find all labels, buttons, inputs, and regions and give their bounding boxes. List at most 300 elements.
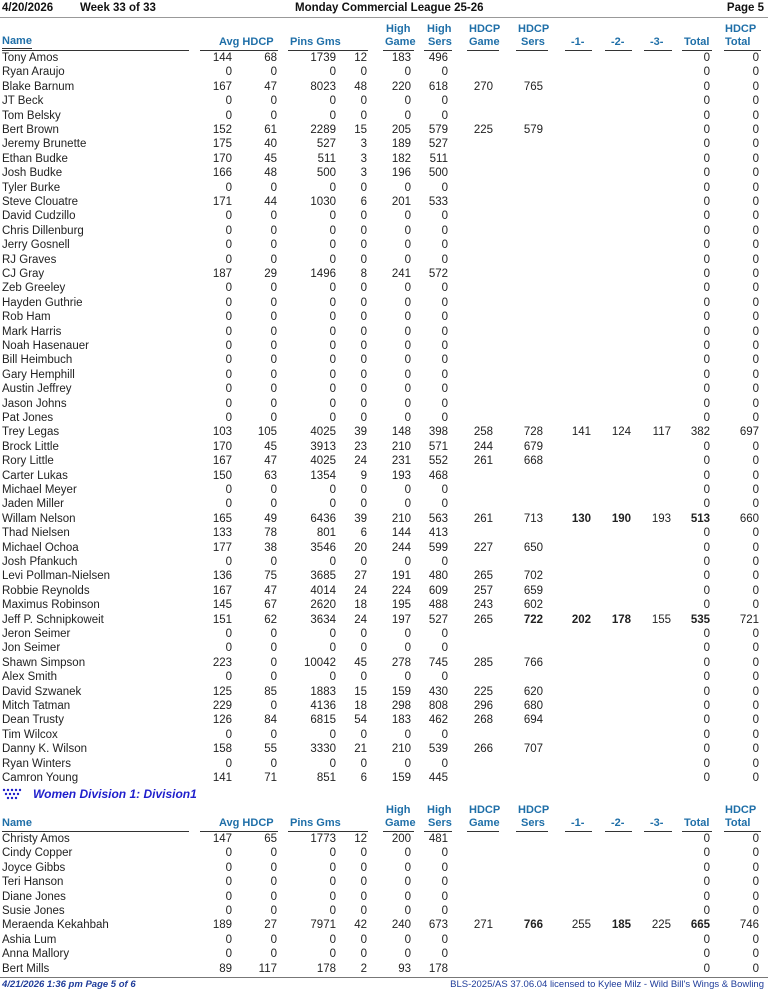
games: 0 bbox=[360, 933, 367, 946]
hdcp-total: 0 bbox=[752, 124, 759, 136]
hdcp-total: 0 bbox=[752, 311, 759, 324]
games: 24 bbox=[354, 613, 367, 626]
pins: 1883 bbox=[310, 685, 336, 698]
games: 6 bbox=[360, 527, 367, 540]
total: 0 bbox=[703, 52, 710, 64]
average: 0 bbox=[225, 311, 232, 324]
table-row bbox=[0, 281, 768, 295]
bowler-name: Diane Jones bbox=[2, 890, 66, 903]
high-series: 0 bbox=[441, 905, 448, 917]
pins: 0 bbox=[329, 296, 336, 309]
col-name: Name bbox=[2, 817, 32, 829]
high-series: 0 bbox=[441, 109, 448, 122]
table-row bbox=[0, 846, 768, 860]
average: 0 bbox=[225, 210, 232, 223]
total: 0 bbox=[703, 239, 710, 252]
bowler-name: Gary Hemphill bbox=[2, 368, 75, 381]
high-series: 0 bbox=[441, 671, 448, 684]
games: 0 bbox=[360, 181, 367, 194]
average: 175 bbox=[212, 138, 232, 151]
pins: 4025 bbox=[310, 455, 336, 468]
col-game-2: -2- bbox=[611, 36, 625, 48]
total: 0 bbox=[703, 728, 710, 741]
hdcp-high-game: 285 bbox=[473, 656, 493, 669]
hdcp-total: 0 bbox=[752, 642, 759, 655]
pins: 1496 bbox=[310, 268, 336, 280]
average: 0 bbox=[225, 253, 232, 266]
average: 223 bbox=[212, 656, 232, 669]
table-row bbox=[0, 962, 768, 976]
hdcp-total: 0 bbox=[752, 556, 759, 568]
average: 0 bbox=[225, 354, 232, 367]
hdcp-high-series: 659 bbox=[523, 584, 543, 597]
hdcp-total: 0 bbox=[752, 268, 759, 280]
high-game: 210 bbox=[391, 512, 411, 525]
high-game: 0 bbox=[404, 95, 411, 108]
average: 0 bbox=[225, 239, 232, 252]
high-series: 0 bbox=[441, 890, 448, 903]
total: 0 bbox=[703, 167, 710, 180]
pins: 0 bbox=[329, 757, 336, 770]
col-hdcp-game-2: Game bbox=[469, 36, 500, 48]
hdcp-total: 0 bbox=[752, 498, 759, 511]
handicap: 62 bbox=[264, 613, 277, 626]
hdcp-high-game: 257 bbox=[473, 584, 493, 597]
col-game-3: -3- bbox=[650, 817, 664, 829]
total: 0 bbox=[703, 757, 710, 770]
average: 151 bbox=[212, 613, 232, 626]
average: 141 bbox=[212, 772, 232, 784]
high-game: 183 bbox=[391, 714, 411, 727]
total: 0 bbox=[703, 772, 710, 784]
games: 0 bbox=[360, 282, 367, 295]
league-title: Monday Commercial League 25-26 bbox=[295, 2, 484, 14]
bowler-name: Tim Wilcox bbox=[2, 728, 58, 741]
bowler-name: Teri Hanson bbox=[2, 876, 64, 889]
column-header-men bbox=[0, 21, 768, 51]
high-game: 0 bbox=[404, 933, 411, 946]
total: 0 bbox=[703, 656, 710, 669]
total: 0 bbox=[703, 584, 710, 597]
table-row bbox=[0, 670, 768, 684]
report-date: 4/20/2026 bbox=[2, 2, 54, 14]
handicap: 75 bbox=[264, 570, 277, 583]
average: 0 bbox=[225, 181, 232, 194]
total: 0 bbox=[703, 498, 710, 511]
handicap: 0 bbox=[270, 890, 277, 903]
pins: 4136 bbox=[310, 700, 336, 712]
handicap: 0 bbox=[270, 325, 277, 338]
high-game: 148 bbox=[391, 426, 411, 439]
bowler-name: Mark Harris bbox=[2, 325, 62, 338]
table-row bbox=[0, 569, 768, 583]
hdcp-total: 0 bbox=[752, 714, 759, 727]
handicap: 85 bbox=[264, 685, 277, 698]
bowler-name: Trey Legas bbox=[2, 426, 60, 439]
average: 147 bbox=[212, 833, 232, 845]
game-2: 124 bbox=[611, 426, 631, 439]
pins: 3330 bbox=[310, 743, 336, 756]
hdcp-total: 0 bbox=[752, 861, 759, 874]
games: 0 bbox=[360, 412, 367, 424]
high-game: 210 bbox=[391, 743, 411, 756]
pins: 500 bbox=[316, 167, 336, 180]
bowler-name: Camron Young bbox=[2, 772, 79, 784]
games: 0 bbox=[360, 948, 367, 961]
games: 3 bbox=[360, 152, 367, 165]
bowler-name: Robbie Reynolds bbox=[2, 584, 90, 597]
table-row bbox=[0, 497, 768, 511]
high-series: 0 bbox=[441, 282, 448, 295]
table-row bbox=[0, 339, 768, 353]
handicap: 0 bbox=[270, 847, 277, 860]
pins: 0 bbox=[329, 397, 336, 410]
bowler-name: Thad Nielsen bbox=[2, 527, 70, 540]
table-row bbox=[0, 832, 768, 846]
hdcp-total: 697 bbox=[739, 426, 759, 439]
pins: 0 bbox=[329, 948, 336, 961]
average: 125 bbox=[212, 685, 232, 698]
bowler-name: Rory Little bbox=[2, 455, 54, 468]
high-series: 0 bbox=[441, 628, 448, 640]
total: 0 bbox=[703, 876, 710, 889]
average: 171 bbox=[212, 196, 232, 208]
col-hdcp-game-1: HDCP bbox=[469, 804, 501, 816]
table-row bbox=[0, 627, 768, 641]
games: 6 bbox=[360, 196, 367, 208]
column-header-women bbox=[0, 802, 768, 832]
hdcp-total: 0 bbox=[752, 383, 759, 396]
total: 0 bbox=[703, 700, 710, 712]
game-1: 202 bbox=[571, 613, 591, 626]
games: 0 bbox=[360, 905, 367, 917]
handicap: 0 bbox=[270, 311, 277, 324]
table-row bbox=[0, 713, 768, 727]
hdcp-high-game: 270 bbox=[473, 80, 493, 93]
hdcp-total: 0 bbox=[752, 224, 759, 237]
bowler-name: RJ Graves bbox=[2, 253, 57, 266]
high-game: 201 bbox=[391, 196, 411, 208]
bowler-name: Mitch Tatman bbox=[2, 700, 71, 712]
high-game: 0 bbox=[404, 354, 411, 367]
pins: 0 bbox=[329, 95, 336, 108]
col-game-3: -3- bbox=[650, 36, 664, 48]
hdcp-high-game: 261 bbox=[473, 512, 493, 525]
total: 0 bbox=[703, 268, 710, 280]
footer-printed-date: 4/21/2026 1:36 pm Page 5 of 6 bbox=[2, 979, 136, 990]
high-game: 278 bbox=[391, 656, 411, 669]
high-series: 0 bbox=[441, 498, 448, 511]
average: 0 bbox=[225, 340, 232, 352]
bowler-name: Blake Barnum bbox=[2, 80, 75, 93]
games: 15 bbox=[354, 124, 367, 136]
handicap: 29 bbox=[264, 268, 277, 280]
total: 0 bbox=[703, 469, 710, 482]
games: 15 bbox=[354, 685, 367, 698]
pins: 1354 bbox=[310, 469, 336, 482]
table-row bbox=[0, 253, 768, 267]
bowler-name: CJ Gray bbox=[2, 268, 45, 280]
games: 9 bbox=[360, 469, 367, 482]
table-row bbox=[0, 699, 768, 713]
bowler-name: Michael Meyer bbox=[2, 484, 77, 496]
high-series: 563 bbox=[428, 512, 448, 525]
report-week: Week 33 of 33 bbox=[80, 2, 156, 14]
bowler-name: Joyce Gibbs bbox=[2, 861, 66, 874]
average: 0 bbox=[225, 861, 232, 874]
games: 0 bbox=[360, 876, 367, 889]
high-series: 430 bbox=[428, 685, 448, 698]
handicap: 0 bbox=[270, 95, 277, 108]
games: 0 bbox=[360, 861, 367, 874]
hdcp-high-series: 722 bbox=[523, 613, 543, 626]
pins: 0 bbox=[329, 253, 336, 266]
total: 0 bbox=[703, 948, 710, 961]
average: 126 bbox=[212, 714, 232, 727]
average: 0 bbox=[225, 95, 232, 108]
bowler-name: Meraenda Kekahbah bbox=[2, 919, 109, 932]
handicap: 0 bbox=[270, 210, 277, 223]
high-game: 0 bbox=[404, 948, 411, 961]
hdcp-total: 0 bbox=[752, 325, 759, 338]
games: 39 bbox=[354, 426, 367, 439]
hdcp-high-game: 258 bbox=[473, 426, 493, 439]
games: 0 bbox=[360, 66, 367, 79]
games: 0 bbox=[360, 757, 367, 770]
average: 0 bbox=[225, 728, 232, 741]
dotted-chevron-icon bbox=[2, 788, 24, 800]
average: 152 bbox=[212, 124, 232, 136]
average: 229 bbox=[212, 700, 232, 712]
games: 48 bbox=[354, 80, 367, 93]
bowler-name: Dean Trusty bbox=[2, 714, 64, 727]
handicap: 0 bbox=[270, 282, 277, 295]
pins: 0 bbox=[329, 671, 336, 684]
handicap: 0 bbox=[270, 671, 277, 684]
hdcp-total: 0 bbox=[752, 905, 759, 917]
hdcp-high-series: 765 bbox=[523, 80, 543, 93]
high-series: 0 bbox=[441, 325, 448, 338]
average: 0 bbox=[225, 66, 232, 79]
handicap: 47 bbox=[264, 80, 277, 93]
bowler-name: Cindy Copper bbox=[2, 847, 73, 860]
table-row bbox=[0, 469, 768, 483]
bowler-name: Ryan Araujo bbox=[2, 66, 65, 79]
col-hdcp-game-2: Game bbox=[469, 817, 500, 829]
bowler-name: Jeron Seimer bbox=[2, 628, 71, 640]
game-3: 225 bbox=[651, 919, 671, 932]
high-game: 0 bbox=[404, 484, 411, 496]
high-series: 0 bbox=[441, 861, 448, 874]
col-hdcp-sers-1: HDCP bbox=[518, 804, 550, 816]
high-series: 0 bbox=[441, 95, 448, 108]
col-high-sers-1: High bbox=[427, 23, 452, 35]
col-high-sers-2: Sers bbox=[428, 817, 452, 829]
table-row bbox=[0, 353, 768, 367]
pins: 0 bbox=[329, 282, 336, 295]
total: 0 bbox=[703, 253, 710, 266]
total: 0 bbox=[703, 628, 710, 640]
hdcp-total: 0 bbox=[752, 743, 759, 756]
high-series: 0 bbox=[441, 311, 448, 324]
average: 0 bbox=[225, 498, 232, 511]
average: 0 bbox=[225, 109, 232, 122]
total: 0 bbox=[703, 527, 710, 540]
games: 0 bbox=[360, 325, 367, 338]
high-game: 210 bbox=[391, 440, 411, 453]
games: 21 bbox=[354, 743, 367, 756]
games: 0 bbox=[360, 253, 367, 266]
pins: 4025 bbox=[310, 426, 336, 439]
average: 0 bbox=[225, 642, 232, 655]
bowler-name: Shawn Simpson bbox=[2, 656, 86, 669]
handicap: 47 bbox=[264, 584, 277, 597]
games: 27 bbox=[354, 570, 367, 583]
high-series: 609 bbox=[428, 584, 448, 597]
handicap: 0 bbox=[270, 354, 277, 367]
footer-license: BLS-2025/AS 37.06.04 licensed to Kylee Milz - Wild Bill's Wings & Bowling bbox=[450, 979, 764, 990]
bowler-name: Tony Amos bbox=[2, 52, 59, 64]
total: 0 bbox=[703, 383, 710, 396]
average: 0 bbox=[225, 556, 232, 568]
hdcp-total: 0 bbox=[752, 239, 759, 252]
games: 18 bbox=[354, 599, 367, 612]
high-series: 0 bbox=[441, 397, 448, 410]
pins: 0 bbox=[329, 412, 336, 424]
total: 0 bbox=[703, 890, 710, 903]
games: 23 bbox=[354, 440, 367, 453]
bowler-name: Ethan Budke bbox=[2, 152, 68, 165]
high-game: 0 bbox=[404, 757, 411, 770]
high-game: 0 bbox=[404, 311, 411, 324]
high-game: 182 bbox=[391, 152, 411, 165]
hdcp-high-series: 579 bbox=[523, 124, 543, 136]
average: 0 bbox=[225, 296, 232, 309]
bowler-name: Hayden Guthrie bbox=[2, 296, 83, 309]
col-total: Total bbox=[684, 36, 710, 48]
total: 513 bbox=[690, 512, 710, 525]
pins: 0 bbox=[329, 224, 336, 237]
table-row bbox=[0, 584, 768, 598]
pins: 10042 bbox=[304, 656, 336, 669]
average: 170 bbox=[212, 440, 232, 453]
bowler-name: Steve Clouatre bbox=[2, 196, 79, 208]
high-series: 673 bbox=[428, 919, 448, 932]
high-series: 0 bbox=[441, 728, 448, 741]
table-row bbox=[0, 152, 768, 166]
high-series: 0 bbox=[441, 383, 448, 396]
handicap: 27 bbox=[264, 919, 277, 932]
pins: 0 bbox=[329, 876, 336, 889]
pins: 0 bbox=[329, 628, 336, 640]
hdcp-high-game: 243 bbox=[473, 599, 493, 612]
high-game: 0 bbox=[404, 628, 411, 640]
games: 0 bbox=[360, 498, 367, 511]
hdcp-total: 0 bbox=[752, 628, 759, 640]
total: 0 bbox=[703, 325, 710, 338]
high-series: 0 bbox=[441, 340, 448, 352]
average: 136 bbox=[212, 570, 232, 583]
games: 0 bbox=[360, 890, 367, 903]
total: 0 bbox=[703, 484, 710, 496]
pins: 2289 bbox=[310, 124, 336, 136]
hdcp-high-series: 620 bbox=[523, 685, 543, 698]
games: 0 bbox=[360, 109, 367, 122]
games: 39 bbox=[354, 512, 367, 525]
bowler-name: Jon Seimer bbox=[2, 642, 61, 655]
col-name: Name bbox=[2, 35, 32, 47]
game-3: 193 bbox=[651, 512, 671, 525]
high-series: 0 bbox=[441, 253, 448, 266]
col-avg-hdcp: Avg HDCP bbox=[219, 36, 274, 48]
average: 0 bbox=[225, 671, 232, 684]
game-2: 178 bbox=[611, 613, 631, 626]
pins: 178 bbox=[316, 962, 336, 975]
col-total: Total bbox=[684, 817, 710, 829]
games: 12 bbox=[354, 52, 367, 64]
games: 54 bbox=[354, 714, 367, 727]
pins: 0 bbox=[329, 325, 336, 338]
total: 0 bbox=[703, 210, 710, 223]
hdcp-high-game: 271 bbox=[473, 919, 493, 932]
handicap: 0 bbox=[270, 948, 277, 961]
high-series: 0 bbox=[441, 642, 448, 655]
bowler-name: Bert Mills bbox=[2, 962, 50, 975]
bowler-name: Susie Jones bbox=[2, 905, 65, 917]
total: 0 bbox=[703, 847, 710, 860]
games: 42 bbox=[354, 919, 367, 932]
col-hdcp-sers-2: Sers bbox=[521, 817, 545, 829]
games: 0 bbox=[360, 556, 367, 568]
bowler-name: Josh Budke bbox=[2, 167, 63, 180]
hdcp-total: 0 bbox=[752, 656, 759, 669]
bowler-name: Levi Pollman-Nielsen bbox=[2, 570, 111, 583]
average: 187 bbox=[212, 268, 232, 280]
high-game: 159 bbox=[391, 685, 411, 698]
handicap: 0 bbox=[270, 383, 277, 396]
division-title: Women Division 1: Division1 bbox=[33, 787, 197, 801]
average: 167 bbox=[212, 584, 232, 597]
hdcp-total: 721 bbox=[739, 613, 759, 626]
table-row bbox=[0, 890, 768, 904]
games: 3 bbox=[360, 138, 367, 151]
handicap: 48 bbox=[264, 167, 277, 180]
table-row bbox=[0, 483, 768, 497]
total: 0 bbox=[703, 642, 710, 655]
table-row bbox=[0, 685, 768, 699]
table-row bbox=[0, 613, 768, 627]
high-game: 0 bbox=[404, 340, 411, 352]
col-pins-gms: Pins Gms bbox=[290, 36, 341, 48]
total: 0 bbox=[703, 440, 710, 453]
high-game: 0 bbox=[404, 556, 411, 568]
high-series: 445 bbox=[428, 772, 448, 784]
report-header bbox=[2, 2, 764, 16]
bowler-name: Zeb Greeley bbox=[2, 282, 66, 295]
header-rule bbox=[0, 17, 768, 18]
hdcp-high-series: 602 bbox=[523, 599, 543, 612]
table-row bbox=[0, 555, 768, 569]
hdcp-high-game: 268 bbox=[473, 714, 493, 727]
handicap: 63 bbox=[264, 469, 277, 482]
hdcp-high-game: 266 bbox=[473, 743, 493, 756]
high-game: 241 bbox=[391, 268, 411, 280]
games: 0 bbox=[360, 671, 367, 684]
bowler-name: Carter Lukas bbox=[2, 469, 68, 482]
high-series: 0 bbox=[441, 484, 448, 496]
high-series: 0 bbox=[441, 933, 448, 946]
hdcp-high-series: 680 bbox=[523, 700, 543, 712]
